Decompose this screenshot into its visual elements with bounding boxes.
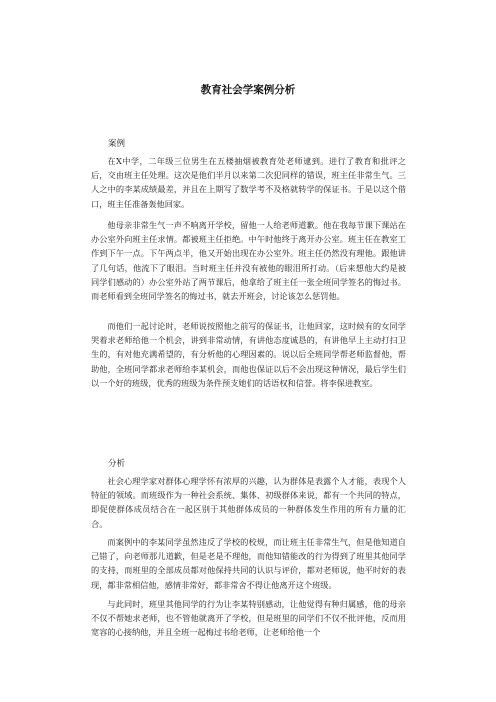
section-heading-analysis: 分析 (108, 459, 126, 469)
document-title: 教育社会学案例分析 (200, 84, 296, 96)
analysis-paragraph-1: 社会心理学家对群体心理学怀有浓厚的兴趣，认为群体是表露个人才能，表现个人特征的领域。而班级作为一种社会系统、集体、初级群体来说，都有一个共同的特点，即促使群体成员结合在一起区别于其他群体成员的一种群体发生作用的所有力量的汇合。 (91, 476, 406, 529)
analysis-paragraph-2: 而案例中的李某同学虽然违反了学校的校规，而让班主任非常生气，但是他知道自己错了，向老师那儿道歉，但是老是不理他，而他知错能改的行为得到了班里其他同学的支持，而班里的全部成员都对他保持共同的认识与评价，都对老师说，他平时好的表现，都非常相信他，感情非常好，都非常舍不得让他离开这个班级。 (91, 537, 406, 590)
section-heading-case: 案例 (108, 139, 126, 149)
case-paragraph-2: 他母亲非常生气一声不响离开学校，留他一人给老师道歉。他在我每节课下课站在办公室外向班主任求情。都被班主任拒绝。中午时他终于离开办公室。班主任在教室工作到下午一点。下午两点半，他又开始出现在办公室外。班主任仍然没有理他。跟他讲了几句话，他流下了眼泪。当时班主任并没有被他的眼泪所打动。（后来想他大约是被同学们感动的）办公室外站了两节课后，他拿给了班主任一张全班同学签名的悔过书。而老师看到全班同学签名的悔过书，就去开班会，讨论该怎么惩罚他。 (91, 220, 406, 302)
case-paragraph-3: 而他们一起讨论时，老师说按照他之前写的保证书，让他回家，这时候有的女同学哭着求老师给他一个机会，讲到非常动情，有讲他态度诚恳的，有讲他早上主动打扫卫生的，有对他充满希望的，有分析他的心理因素的。说以后全班同学帮老师监督他，帮助他，全班同学都求老师给李某机会，而他也保证以后不会出现这种情况，最后学生们以一个好的班级，优秀的班级为条件预支她们的话语权和信誉。将李保进教室。 (91, 321, 406, 388)
analysis-paragraph-3: 与此同时，班里其他同学的行为让李某特别感动，让他觉得有种归属感，他的母亲不仅不帮她求老师，也不管他就离开了学校，但是班里的同学们不仅不批评他，反而用宽容的心接纳他，并且全班一起梅过书给老师，让老师给他一个 (91, 599, 406, 638)
case-paragraph-1: 在X中学，二年级三位男生在五楼抽烟被教育处老师逮到。进行了教育和批评之后，交由班主任处理。这次是他们半月以来第二次犯同样的错误，班主任非常生气。三人之中的李某成绩最差，并且在上期写了数学考不及格就转学的保证书。于是以这个借口，班主任准备轰他回家。 (91, 156, 406, 209)
